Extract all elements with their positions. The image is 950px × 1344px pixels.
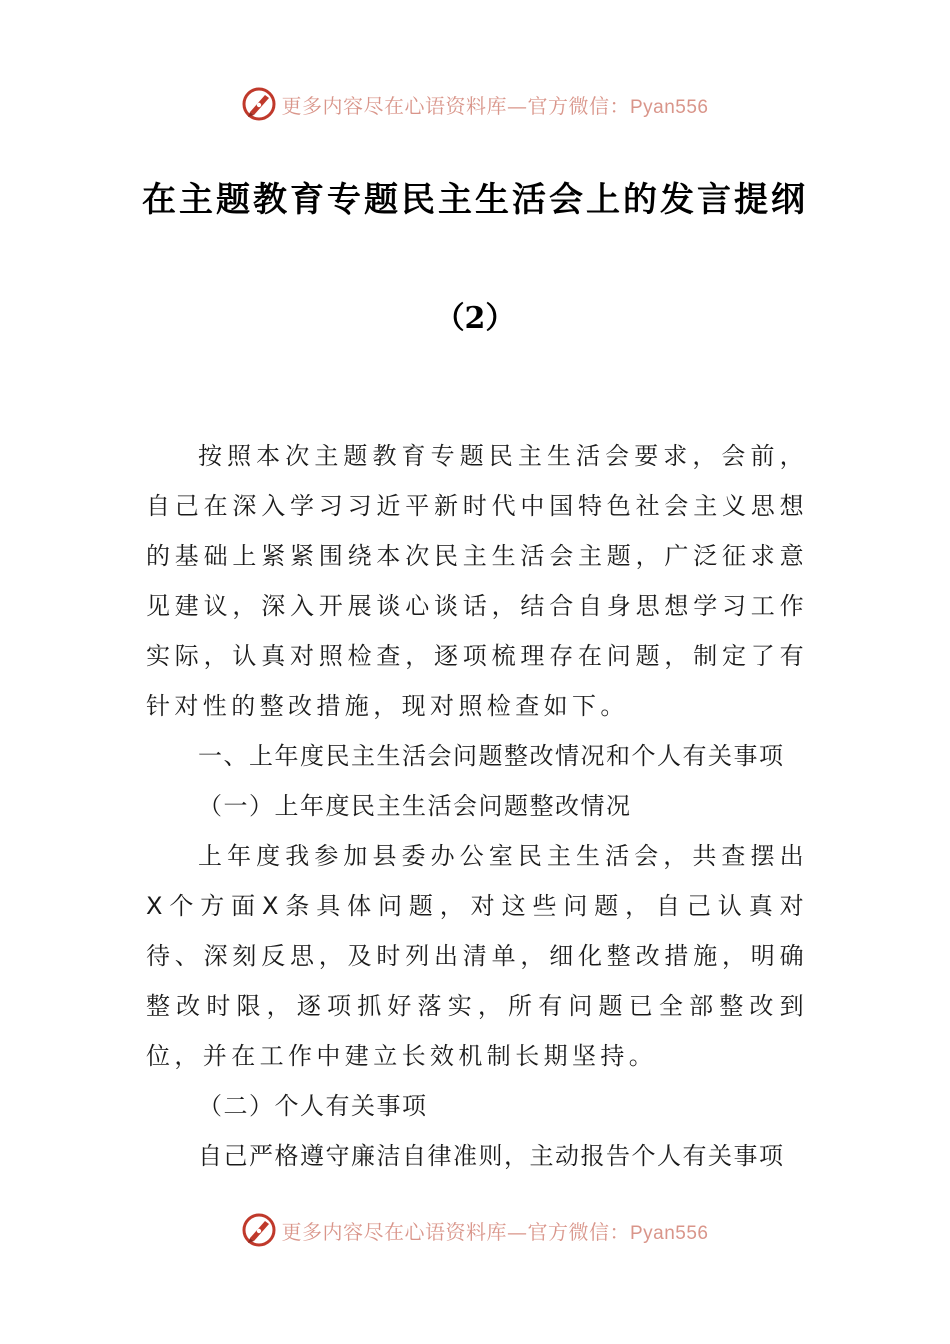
- heading-subsection-1: （一）上年度民主生活会问题整改情况: [198, 792, 632, 820]
- watermark-text: [281, 90, 708, 119]
- heading-subsection-2: （二）个人有关事项: [198, 1092, 428, 1120]
- heading-section-1: 一、上年度民主生活会问题整改情况和个人有关事项: [198, 742, 785, 770]
- paragraph-intro: 按照本次主题教育专题民主生活会要求，会前，自己在深入学习习近平新时代中国特色社会主义思想的基础上紧紧围绕本次民主生活会主题，广泛征求意见建议，深入开展谈心谈话，结合自身思想学习工作实际，认真对照检查，逐项梳理存在问题，制定了有针对性的整改措施，现对照检查如下。: [146, 442, 808, 720]
- header-watermark: [0, 84, 950, 124]
- paragraph-personal-matters: 自己严格遵守廉洁自律准则，主动报告个人有关事项: [198, 1142, 785, 1170]
- pen-logo-icon: [241, 1212, 277, 1248]
- watermark-text-cn: 更多内容尽在心语资料库—官方微信：: [281, 93, 630, 118]
- watermark-wechat-id: Pyan556: [629, 1222, 709, 1244]
- footer-watermark: [0, 1210, 950, 1250]
- watermark-text-cn: 更多内容尽在心语资料库—官方微信：: [281, 1219, 630, 1244]
- paragraph-rectification: 上年度我参加县委办公室民主生活会，共查摆出X个方面X条具体问题，对这些问题，自己认真对待、深刻反思，及时列出清单，细化整改措施，明确整改时限，逐项抓好落实，所有问题已全部整改到位，并在工作中建立长效机制长期坚持。: [146, 842, 808, 1070]
- pen-logo-icon: [241, 86, 277, 122]
- watermark-wechat-id: Pyan556: [629, 96, 709, 118]
- watermark-text: [281, 1216, 708, 1245]
- page-subtitle: （2）: [434, 301, 516, 336]
- document-body: [146, 431, 808, 1181]
- page-title: 在主题教育专题民主生活会上的发言提纲: [142, 180, 808, 220]
